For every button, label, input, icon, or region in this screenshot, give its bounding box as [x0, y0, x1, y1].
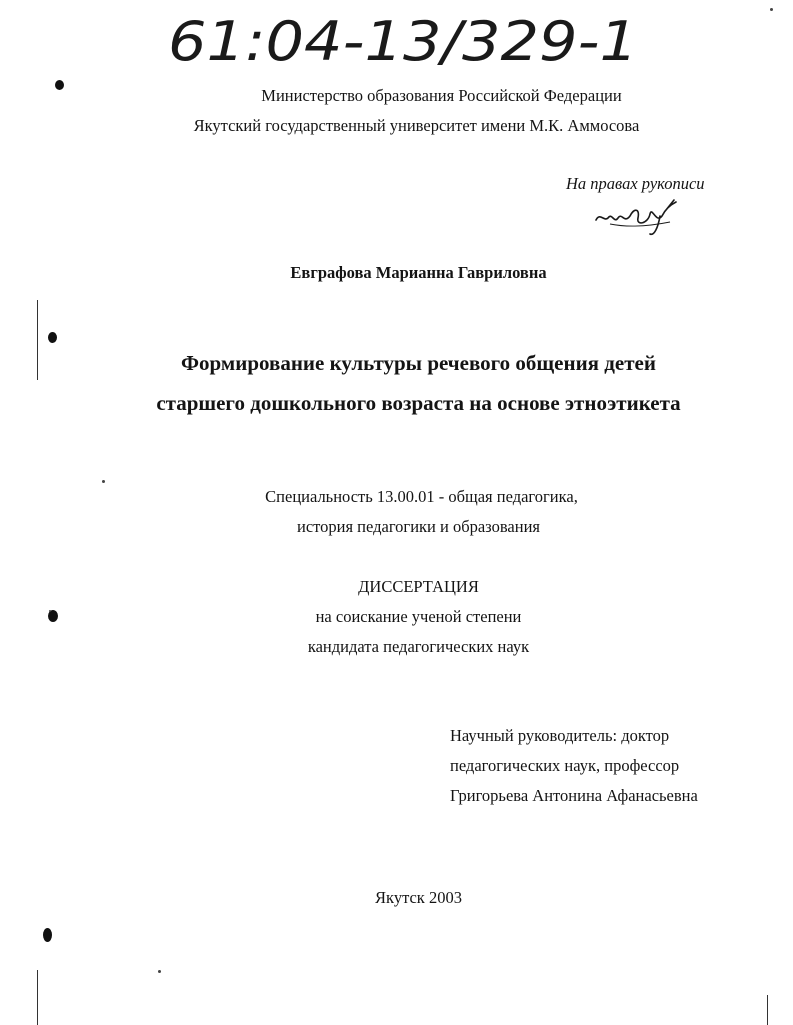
supervisor-line-1: Научный руководитель: доктор — [450, 726, 670, 745]
scan-speck-2 — [158, 970, 161, 973]
punch-hole-2 — [48, 332, 57, 343]
degree-line-1: на соискание ученой степени — [315, 607, 522, 626]
punch-hole-4 — [43, 928, 52, 942]
scan-edge-line-left-bottom — [37, 970, 38, 1025]
archive-number-text: 61:04-13/329-1 — [168, 10, 638, 73]
scan-speck-3 — [770, 8, 773, 11]
supervisor-line-2: педагогических наук, профессор — [450, 756, 680, 775]
university-name: Якутский государственный университет имени М.К. Аммосова — [193, 116, 640, 135]
author-name: Евграфова Марианна Гавриловна — [290, 263, 547, 282]
dissertation-title-line-1: Формирование культуры речевого общения детей — [181, 351, 656, 375]
degree-line-2: кандидата педагогических наук — [307, 637, 530, 656]
specialty-line-2: история педагогики и образования — [296, 517, 540, 536]
manuscript-rights: На правах рукописи — [566, 174, 705, 193]
supervisor-line-3: Григорьева Антонина Афанасьевна — [450, 786, 698, 805]
specialty-line-1: Специальность 13.00.01 - общая педагогика, — [265, 487, 578, 506]
dissertation-label: ДИССЕРТАЦИЯ — [358, 577, 479, 596]
scan-edge-line-right — [767, 995, 768, 1025]
scan-speck-1 — [102, 480, 105, 483]
handwritten-signature — [590, 194, 685, 239]
ministry-name: Министерство образования Российской Федерации — [261, 86, 622, 105]
place-year: Якутск 2003 — [375, 888, 462, 907]
dissertation-title-line-2: старшего дошкольного возраста на основе этноэтикета — [156, 391, 681, 415]
handwritten-archive-number — [168, 4, 668, 74]
